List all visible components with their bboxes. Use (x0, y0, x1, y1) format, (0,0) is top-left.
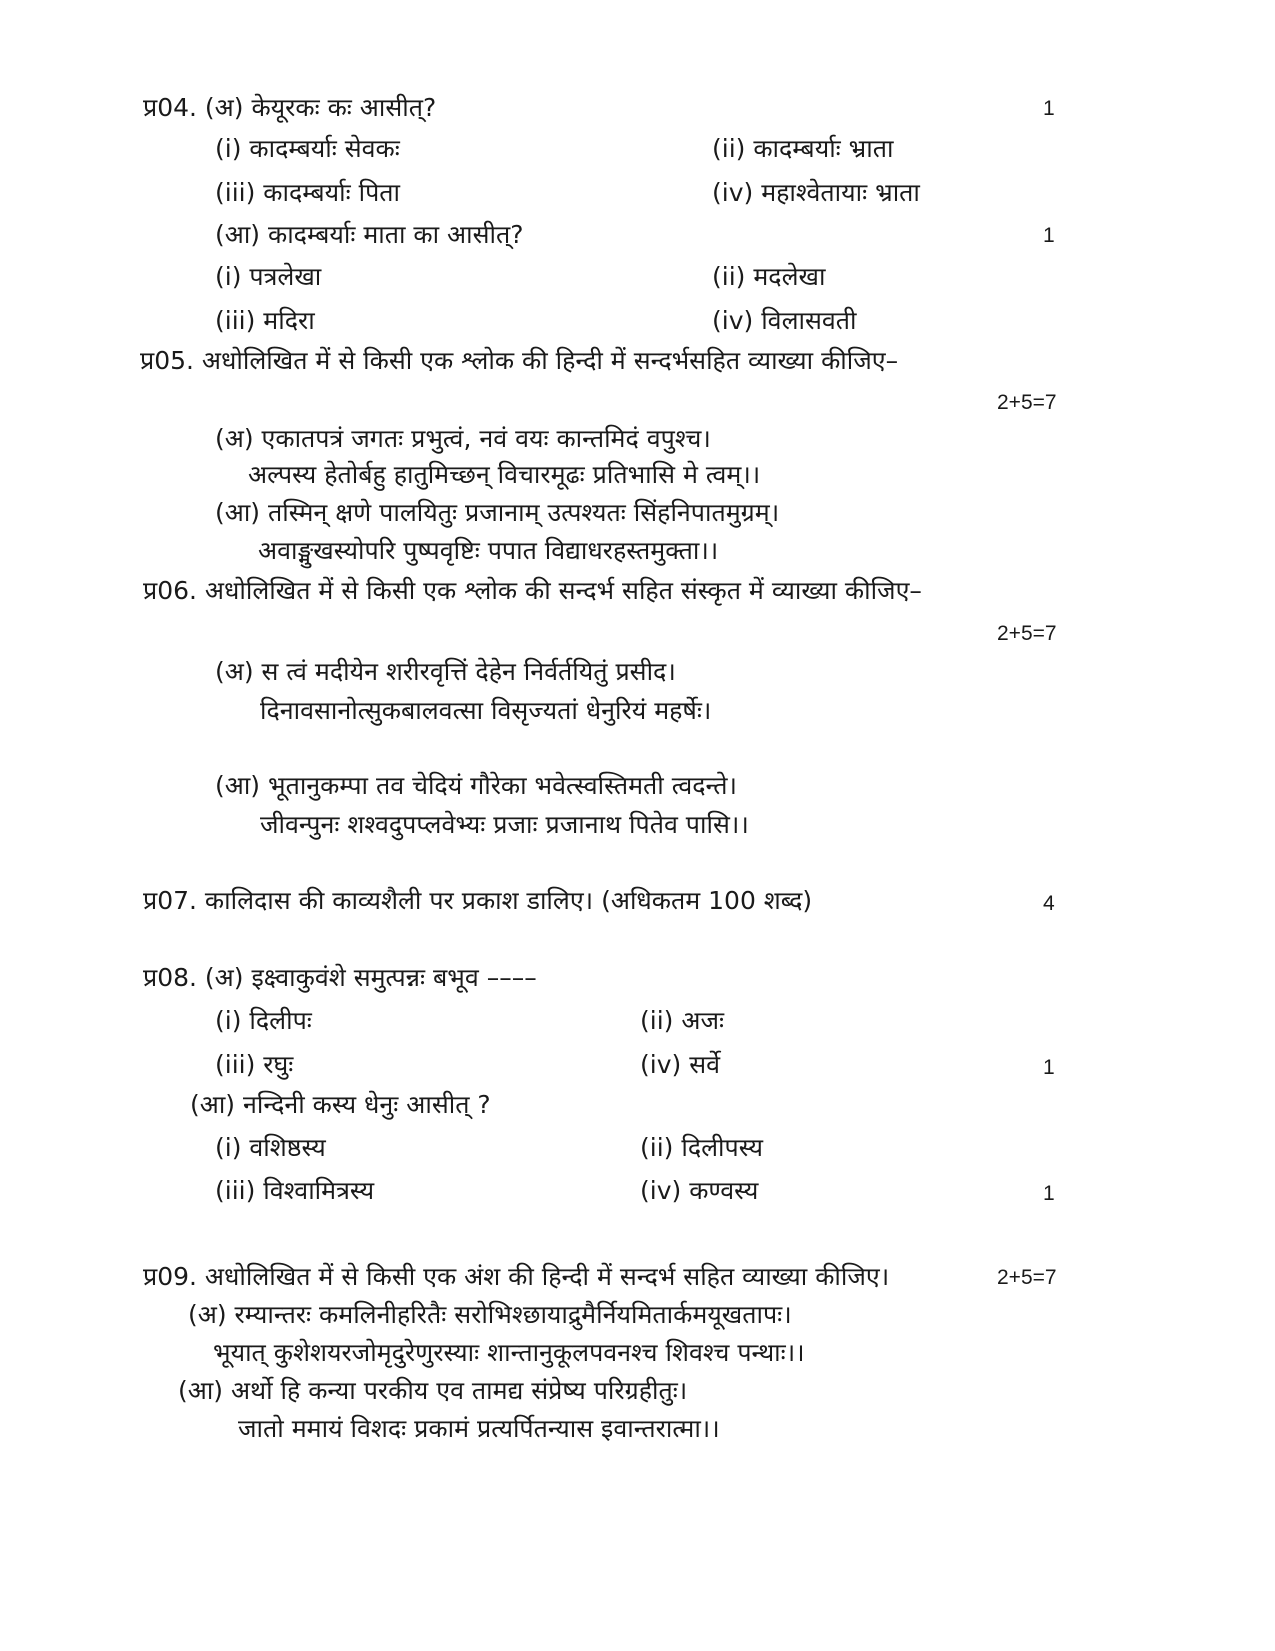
q7-marks: 4 (1043, 892, 1055, 915)
q6-marks: 2+5=7 (997, 622, 1057, 645)
q8-b-marks: 1 (1043, 1182, 1055, 1205)
q6-verse-a-line2: दिनावसानोत्सुकबालवत्सा विसृज्यतां धेनुरियं महर्षेः। (260, 696, 712, 725)
q6-verse-b-line2: जीवन्पुनः शश्वदुपप्लवेभ्यः प्रजाः प्रजानाथ पितेव पासि।। (260, 810, 749, 839)
q7-prompt: प्र07. कालिदास की काव्यशैली पर प्रकाश डालिए। (अधिकतम 100 शब्द) (143, 886, 813, 915)
q8-b-prompt: (आ) नन्दिनी कस्य धेनुः आसीत् ? (190, 1090, 491, 1119)
q9-passage-b-line1: (आ) अर्थो हि कन्या परकीय एव तामद्य संप्रेष्य परिग्रहीतुः। (178, 1376, 688, 1405)
q8-a-prompt: प्र08. (अ) इक्ष्वाकुवंशे समुत्पन्नः बभूव –––– (143, 963, 537, 992)
q4-a-option-2: (ii) कादम्बर्याः भ्राता (712, 134, 894, 163)
q8-b-option-3: (iii) विश्वामित्रस्य (215, 1176, 375, 1205)
q6-verse-b-line1: (आ) भूतानुकम्पा तव चेदियं गौरेका भवेत्स्वस्तिमती त्वदन्ते। (215, 771, 737, 800)
q4-a-marks: 1 (1043, 97, 1055, 120)
q6-prompt: प्र06. अधोलिखित में से किसी एक श्लोक की सन्दर्भ सहित संस्कृत में व्याख्या कीजिए– (143, 576, 922, 605)
q9-passage-a-line1: (अ) रम्यान्तरः कमलिनीहरितैः सरोभिश्छायाद्रुमैर्नियमितार्कमयूखतापः। (188, 1300, 792, 1329)
q5-prompt: प्र05. अधोलिखित में से किसी एक श्लोक की हिन्दी में सन्दर्भसहित व्याख्या कीजिए– (140, 346, 899, 375)
q5-verse-a-line2: अल्पस्य हेतोर्बहु हातुमिच्छन् विचारमूढः प्रतिभासि मे त्वम्।। (248, 460, 761, 489)
q8-a-option-2: (ii) अजः (640, 1006, 725, 1035)
q4-b-prompt: (आ) कादम्बर्याः माता का आसीत्? (215, 220, 524, 249)
q4-a-option-1: (i) कादम्बर्याः सेवकः (215, 134, 400, 163)
q4-b-marks: 1 (1043, 224, 1055, 247)
q8-a-option-4: (iv) सर्वे (640, 1050, 720, 1079)
q9-passage-b-line2: जातो ममायं विशदः प्रकामं प्रत्यर्पितन्यास इवान्तरात्मा।। (238, 1414, 720, 1443)
q4-a-option-3: (iii) कादम्बर्याः पिता (215, 178, 401, 207)
q4-b-option-4: (iv) विलासवती (712, 306, 857, 335)
q4-b-option-3: (iii) मदिरा (215, 306, 315, 335)
q8-b-option-2: (ii) दिलीपस्य (640, 1133, 763, 1162)
q8-b-option-4: (iv) कण्वस्य (640, 1176, 759, 1205)
q8-b-option-1: (i) वशिष्ठस्य (215, 1133, 326, 1162)
q5-verse-b-line2: अवाङ्मुखस्योपरि पुष्पवृष्टिः पपात विद्याधरहस्तमुक्ता।। (258, 536, 719, 565)
q8-a-option-3: (iii) रघुः (215, 1050, 294, 1079)
q9-marks: 2+5=7 (997, 1266, 1057, 1289)
q5-marks: 2+5=7 (997, 391, 1057, 414)
q5-verse-b-line1: (आ) तस्मिन् क्षणे पालयितुः प्रजानाम् उत्पश्यतः सिंहनिपातमुग्रम्। (215, 498, 780, 527)
q4-b-option-2: (ii) मदलेखा (712, 262, 826, 291)
q4-a-prompt: प्र04. (अ) केयूरकः कः आसीत्? (143, 93, 437, 122)
q8-a-marks: 1 (1043, 1056, 1055, 1079)
q9-passage-a-line2: भूयात् कुशेशयरजोमृदुरेणुरस्याः शान्तानुकूलपवनश्च शिवश्च पन्थाः।। (213, 1338, 805, 1367)
q4-a-option-4: (iv) महाश्वेतायाः भ्राता (712, 178, 920, 207)
q8-a-option-1: (i) दिलीपः (215, 1006, 312, 1035)
q6-verse-a-line1: (अ) स त्वं मदीयेन शरीरवृत्तिं देहेन निर्वर्तयितुं प्रसीद। (215, 657, 676, 686)
q5-verse-a-line1: (अ) एकातपत्रं जगतः प्रभुत्वं, नवं वयः कान्तमिदं वपुश्च। (215, 424, 711, 453)
q9-prompt: प्र09. अधोलिखित में से किसी एक अंश की हिन्दी में सन्दर्भ सहित व्याख्या कीजिए। (143, 1262, 890, 1291)
q4-b-option-1: (i) पत्रलेखा (215, 262, 322, 291)
